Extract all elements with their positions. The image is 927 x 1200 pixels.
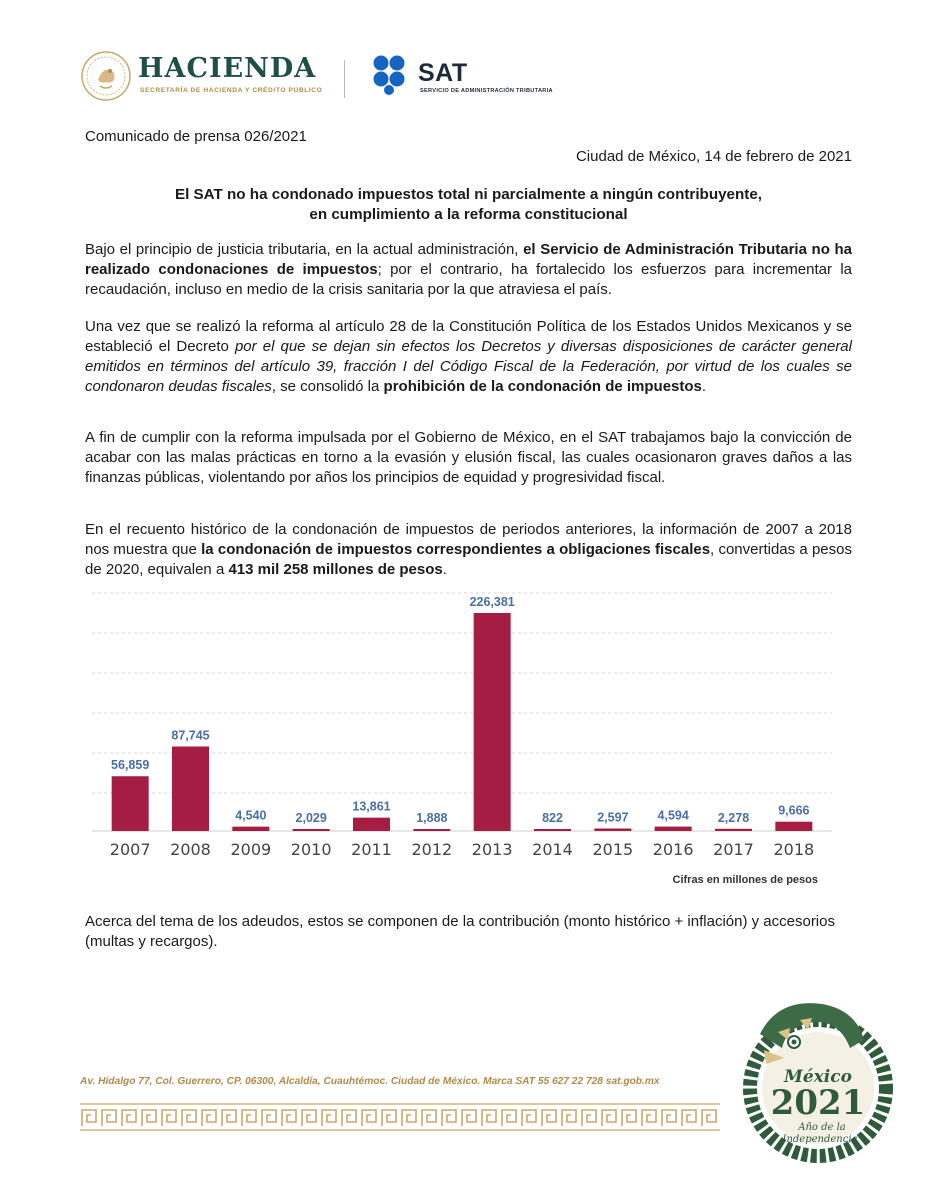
- bar-2012: [413, 829, 450, 831]
- p1-text-c: ; por el contrario, ha fortalecido los esfuerzos para incrementar la recaudación, incluso en medio de la crisis sanitaria por la que atraviesa el país.: [85, 261, 852, 298]
- sat-wordmark: SAT: [418, 59, 468, 87]
- x-tick-2013: 2013: [471, 840, 513, 859]
- svg-text:Año de la: Año de la: [798, 1122, 846, 1133]
- header-divider: [344, 60, 345, 98]
- bar-2015: [594, 828, 631, 831]
- bar-2014: [534, 829, 571, 831]
- headline-line-1: El SAT no ha condonado impuestos total ni parcialmente a ningún contribuyente,: [174, 186, 763, 203]
- x-tick-2018: 2018: [773, 840, 815, 859]
- footer-address: Av. Hidalgo 77, Col. Guerrero, CP. 06300, Alcaldía, Cuauhtémoc. Ciudad de México. Marca SAT 55 627 22 728 sat.gob.mx: [80, 1076, 660, 1087]
- sat-logo-icon: [372, 54, 414, 96]
- sat-subtitle: SERVICIO DE ADMINISTRACIÓN TRIBUTARIA: [420, 88, 553, 94]
- p4-text-a: En el recuento histórico de la condonación de impuestos de periodos anteriores, la información de 2007 a 2018 nos muestra que: [85, 521, 852, 558]
- p2-text-e: .: [701, 378, 707, 395]
- x-tick-2008: 2008: [170, 840, 211, 859]
- place-date: Ciudad de México, 14 de febrero de 2021: [575, 148, 852, 165]
- p2-italic: por el que se dejan sin efectos los Decretos y diversas disposiciones de carácter general emitidos en términos del artículo 39, fracción I del Código Fiscal de la Federación, por virtud de los cuales se condonaron deudas fiscales: [85, 338, 852, 395]
- chart-units-note: Cifras en millones de pesos: [672, 874, 818, 885]
- x-tick-2016: 2016: [652, 840, 694, 859]
- hacienda-subtitle: SECRETARÍA DE HACIENDA Y CRÉDITO PÚBLICO: [140, 87, 323, 94]
- data-label-2011: 13,861: [352, 799, 391, 814]
- x-tick-2009: 2009: [230, 840, 272, 859]
- bar-2017: [715, 829, 752, 831]
- data-label-2008: 87,745: [171, 728, 210, 743]
- paragraph-5: Acerca del tema de los adeudos, estos se componen de la contribución (monto histórico + inflación) y accesorios (multas y recargos).: [85, 913, 835, 950]
- bar-2016: [655, 827, 692, 831]
- p2-text-c: , se consolidó la: [271, 378, 384, 395]
- svg-text:2021: 2021: [770, 1083, 866, 1123]
- p4-text-e: .: [442, 561, 447, 578]
- p4-bold-1: la condonación de impuestos correspondientes a obligaciones fiscales: [201, 541, 711, 558]
- press-release-number: Comunicado de prensa 026/2021: [85, 128, 307, 145]
- data-label-2012: 1,888: [416, 811, 448, 825]
- p2-bold: prohibición de la condonación de impuestos: [383, 378, 702, 395]
- data-label-2013: 226,381: [469, 595, 515, 609]
- bar-2009: [232, 827, 269, 831]
- bar-2007: [112, 776, 149, 831]
- hacienda-wordmark: HACIENDA: [138, 53, 317, 84]
- data-label-2009: 4,540: [235, 808, 267, 823]
- p4-bold-2: 413 mil 258 millones de pesos: [228, 561, 443, 578]
- condonation-bar-chart: [92, 585, 832, 885]
- data-label-2015: 2,597: [597, 810, 629, 825]
- x-tick-2007: 2007: [109, 840, 151, 859]
- headline-line-2: en cumplimiento a la reforma constitucional: [309, 206, 628, 223]
- x-tick-2012: 2012: [411, 840, 453, 859]
- national-seal-icon: [80, 50, 132, 102]
- bar-2010: [293, 829, 330, 831]
- headline: [85, 185, 852, 225]
- bar-2013: [474, 613, 511, 831]
- x-tick-2014: 2014: [532, 840, 573, 859]
- p4-text-c: , convertidas a pesos de 2020, equivalen a: [85, 541, 852, 578]
- data-label-2010: 2,029: [295, 811, 327, 825]
- bar-2008: [172, 747, 209, 831]
- svg-text:Independencia: Independencia: [782, 1134, 858, 1145]
- data-label-2016: 4,594: [657, 808, 689, 823]
- p2-text-a: Una vez que se realizó la reforma al artículo 28 de la Constitución Política de los Estados Unidos Mexicanos y se estableció el Decreto: [85, 318, 852, 355]
- greca-border-icon: [80, 1102, 720, 1132]
- paragraph-4: [85, 520, 852, 580]
- mexico-2021-emblem: [738, 992, 894, 1164]
- x-tick-2010: 2010: [290, 840, 332, 859]
- x-tick-2017: 2017: [713, 840, 754, 859]
- data-label-2018: 9,666: [778, 803, 810, 818]
- bar-2018: [775, 822, 812, 831]
- paragraph-1: [85, 240, 852, 300]
- data-label-2014: 822: [542, 811, 563, 825]
- bar-2011: [353, 818, 390, 831]
- x-tick-2011: 2011: [351, 840, 392, 859]
- data-label-2017: 2,278: [717, 810, 750, 825]
- paragraph-3: A fin de cumplir con la reforma impulsada por el Gobierno de México, en el SAT trabajamos bajo la convicción de acabar con las malas prácticas en torno a la evasión y elusión fiscal, las cuales ocasionaron graves daños a las finanzas públicas, violentando por años los principios de equidad y progresividad fiscal.: [85, 429, 852, 486]
- svg-text:México: México: [784, 1067, 852, 1087]
- paragraph-2: [85, 317, 852, 397]
- x-tick-2015: 2015: [592, 840, 634, 859]
- data-label-2007: 56,859: [111, 758, 150, 773]
- p1-text-a: Bajo el principio de justicia tributaria, en la actual administración,: [85, 241, 524, 258]
- p1-bold: el Servicio de Administración Tributaria no ha realizado condonaciones de impuestos: [85, 241, 852, 278]
